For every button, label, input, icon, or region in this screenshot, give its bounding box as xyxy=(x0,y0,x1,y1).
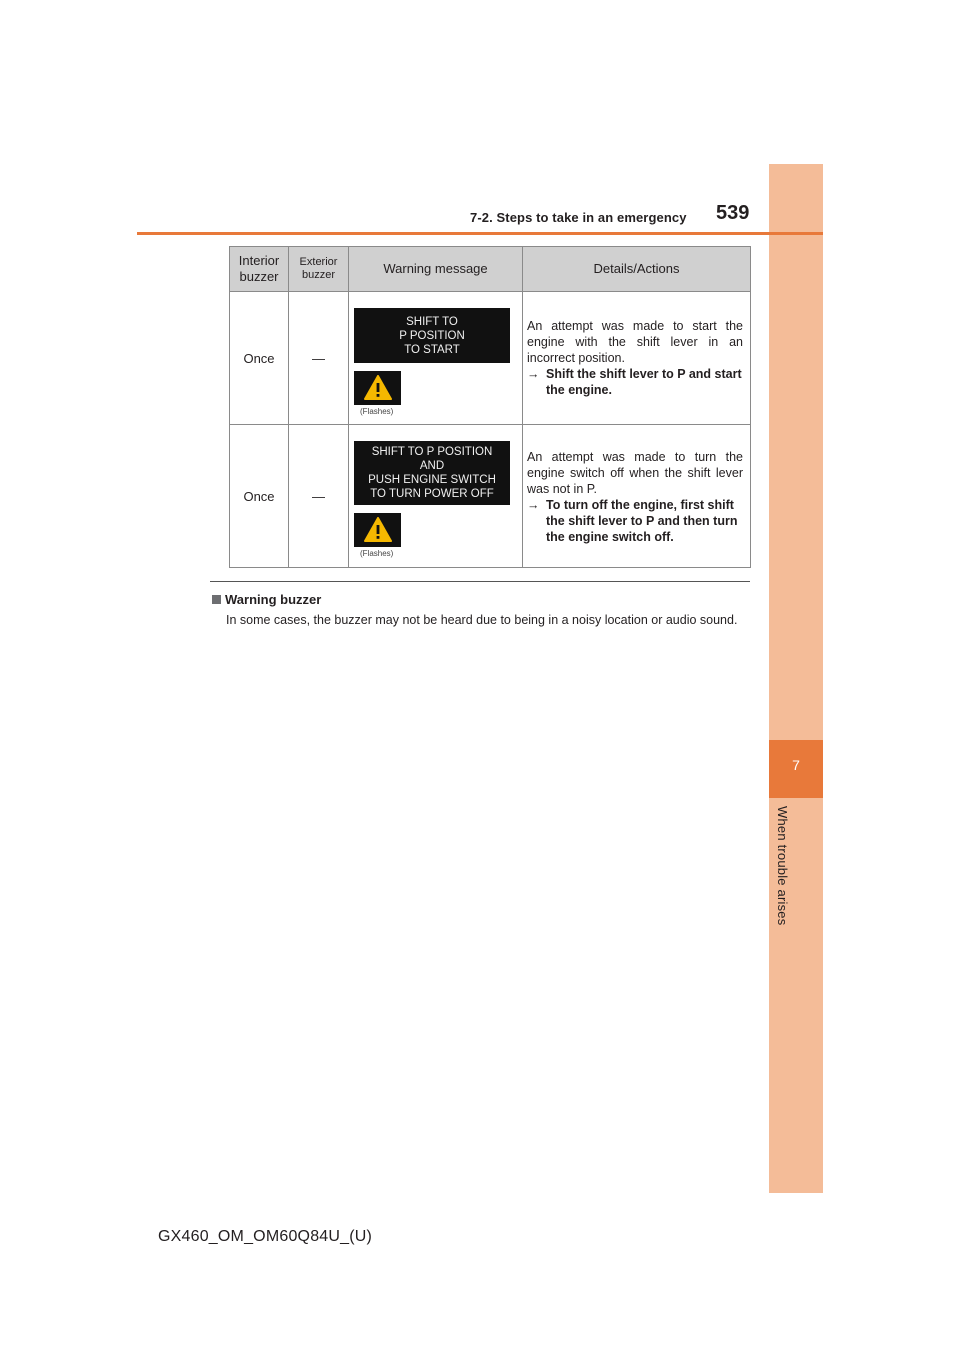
column-header-message: Warning message xyxy=(349,247,523,292)
section-title: 7-2. Steps to take in an emergency xyxy=(470,210,687,225)
table-row xyxy=(230,292,751,425)
note-body: In some cases, the buzzer may not be heard due to being in a noisy location or audio sound. xyxy=(226,613,738,627)
side-band xyxy=(769,164,823,1193)
details-cell xyxy=(523,425,751,568)
interior-buzzer-cell: Once xyxy=(230,425,289,568)
details-cell xyxy=(523,292,751,425)
action-item xyxy=(527,366,743,398)
exterior-buzzer-cell: — xyxy=(289,425,349,568)
note-title: Warning buzzer xyxy=(225,592,322,607)
display-screen xyxy=(354,308,510,363)
screen-line: P POSITION xyxy=(399,329,465,342)
action-text: Shift the shift lever to P and start the engine. xyxy=(546,367,742,397)
details-text: An attempt was made to turn the engine switch off when the shift lever was not in P. xyxy=(527,450,743,496)
square-bullet-icon xyxy=(212,595,221,604)
details-text: An attempt was made to start the engine with the shift lever in an incorrect position. xyxy=(527,319,743,365)
action-item xyxy=(527,497,743,545)
flashes-label: (Flashes) xyxy=(360,407,394,416)
master-warning-icon xyxy=(354,513,401,547)
screen-line: TO START xyxy=(404,343,460,356)
page-number: 539 xyxy=(716,202,750,224)
flashes-label: (Flashes) xyxy=(360,549,394,558)
header-rule xyxy=(137,232,823,235)
screen-line: PUSH ENGINE SWITCH xyxy=(368,474,496,486)
arrow-icon: → xyxy=(527,367,540,381)
screen-line: AND xyxy=(419,460,445,472)
master-warning-icon xyxy=(354,371,401,405)
arrow-icon: → xyxy=(527,498,540,512)
column-header-interior: Interior buzzer xyxy=(230,247,289,292)
column-header-exterior: Exterior buzzer xyxy=(289,247,349,292)
chapter-number: 7 xyxy=(792,757,800,773)
column-header-details: Details/Actions xyxy=(523,247,751,292)
action-text: To turn off the engine, first shift the shift lever to P and then turn the engine switch off. xyxy=(546,498,738,544)
screen-line: SHIFT TO P POSITION xyxy=(371,446,493,458)
warning-message-cell xyxy=(349,292,523,425)
interior-buzzer-cell: Once xyxy=(230,292,289,425)
display-screen xyxy=(354,441,510,505)
screen-line: TO TURN POWER OFF xyxy=(370,488,494,500)
section-divider xyxy=(210,581,750,582)
screen-line: SHIFT TO xyxy=(406,315,458,328)
table-header-row xyxy=(230,247,751,292)
document-code: GX460_OM_OM60Q84U_(U) xyxy=(158,1228,373,1245)
warning-message-cell xyxy=(349,425,523,568)
warning-table xyxy=(229,246,751,568)
exterior-buzzer-cell: — xyxy=(289,292,349,425)
table-row xyxy=(230,425,751,568)
chapter-title: When trouble arises xyxy=(775,806,790,926)
note-heading xyxy=(212,592,321,607)
